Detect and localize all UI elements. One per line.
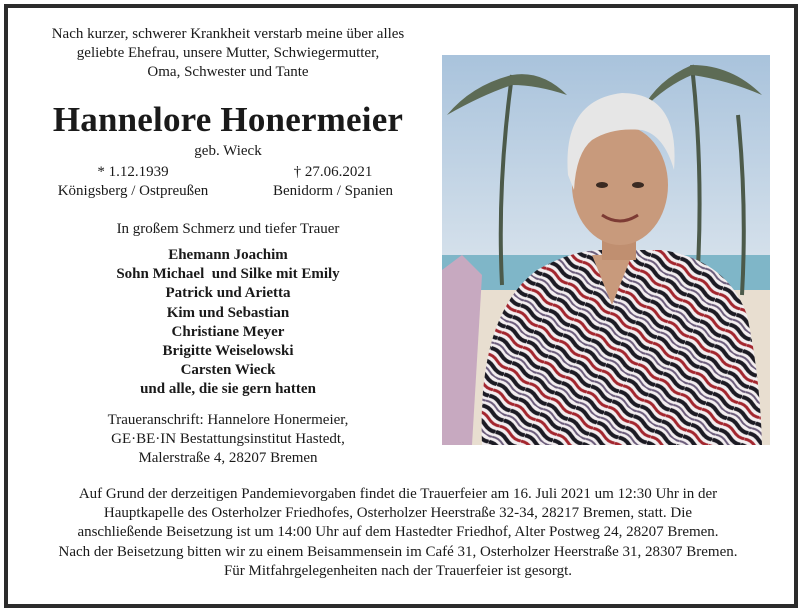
maiden-name: geb. Wieck — [194, 143, 262, 159]
death-info — [248, 163, 418, 201]
funeral-notice — [18, 485, 778, 581]
family-member: Brigitte Weiselowski — [162, 343, 294, 360]
notice-line: Hauptkapelle des Osterholzer Friedhofes, Osterholzer Heerstraße 32-34, 28217 Bremen, statt. Die — [103, 505, 693, 522]
portrait-photo — [442, 55, 770, 445]
intro-line: geliebte Ehefrau, unsere Mutter, Schwiegermutter, — [76, 45, 380, 61]
notice-line: Auf Grund der derzeitigen Pandemievorgaben findet die Trauerfeier am 16. Juli 2021 um 12:30 Uhr in der — [78, 486, 718, 502]
family-member: Kim und Sebastian — [166, 304, 290, 321]
portrait-illustration — [442, 55, 770, 445]
address-line: GE·BE·IN Bestattungsinstitut Hastedt, — [111, 431, 345, 447]
family-member: und alle, die sie gern hatten — [140, 381, 316, 398]
family-list — [18, 246, 438, 400]
notice-line: anschließende Beisetzung ist um 14:00 Uhr auf dem Hastedter Friedhof, Alter Postweg 24, 28207 Bremen. — [77, 524, 719, 541]
family-member: Carsten Wieck — [180, 362, 276, 379]
death-date: † 27.06.2021 — [293, 164, 373, 180]
family-member: Christiane Meyer — [171, 323, 285, 340]
condolence-address — [18, 411, 438, 468]
grief-line: In großem Schmerz und tiefer Trauer — [116, 221, 340, 237]
intro-text — [18, 25, 438, 82]
family-member: Ehemann Joachim — [168, 247, 288, 263]
death-place: Benidorm / Spanien — [273, 183, 393, 199]
notice-line: Nach der Beisetzung bitten wir zu einem Beisammensein im Café 31, Osterholzer Heerstraße 31, 28307 Bremen. — [58, 543, 738, 560]
notice-line: Für Mitfahrgelegenheiten nach der Trauerfeier ist gesorgt. — [223, 562, 573, 579]
family-member: Patrick und Arietta — [165, 285, 291, 302]
birth-info — [48, 163, 218, 201]
intro-line: Oma, Schwester und Tante — [147, 64, 309, 80]
life-dates — [48, 163, 418, 201]
intro-line: Nach kurzer, schwerer Krankheit verstarb meine über alles — [51, 26, 405, 42]
address-line: Malerstraße 4, 28207 Bremen — [138, 450, 318, 466]
address-line: Traueranschrift: Hannelore Honermeier, — [107, 412, 349, 428]
birth-place: Königsberg / Ostpreußen — [57, 183, 209, 199]
birth-date: * 1.12.1939 — [97, 164, 169, 180]
deceased-name: Hannelore Honermeier — [52, 100, 404, 139]
family-member: Sohn Michael und Silke mit Emily — [116, 266, 340, 283]
